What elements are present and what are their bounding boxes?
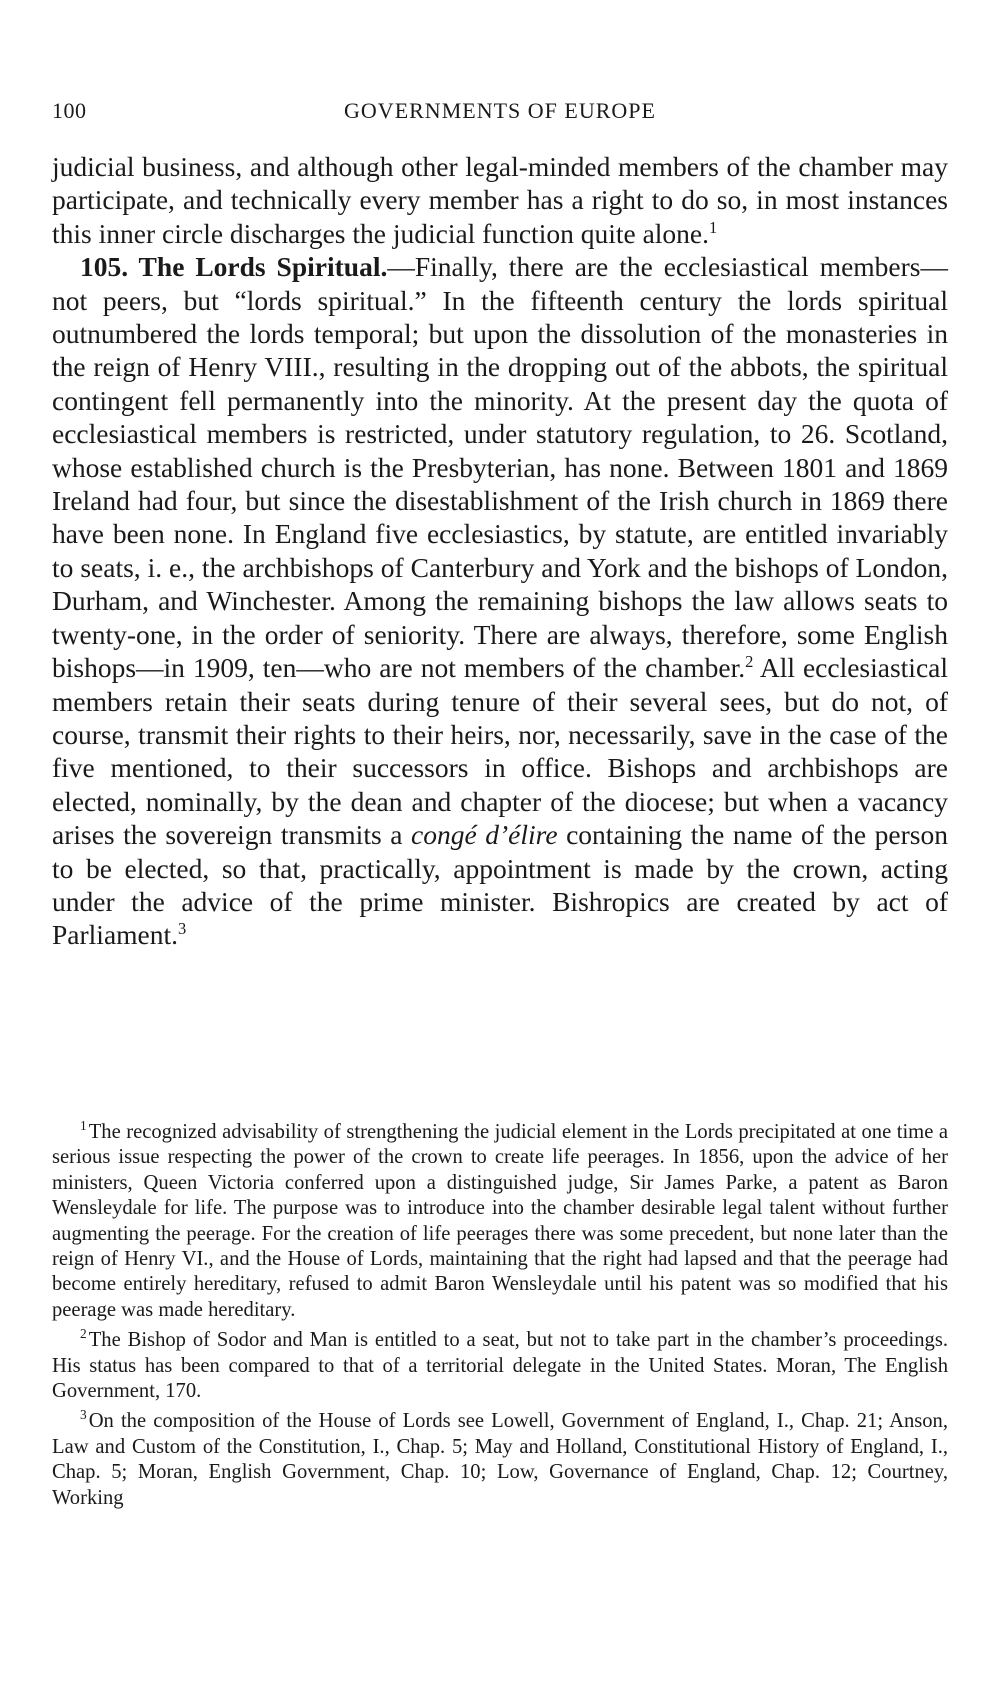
paragraph-text: judicial business, and although other legal-minded members of the chamber may participate, and technically every member has a right to do so, in most instances this inner circle discharges the judicial function quite alone. [52, 151, 948, 249]
footnotes [52, 1117, 948, 1516]
footnote-mark: 3 [80, 1407, 87, 1423]
footnote-2 [52, 1328, 948, 1404]
running-title: GOVERNMENTS OF EUROPE [344, 98, 656, 123]
paragraph-text: containing the name of the person to be elected, so that, practically, appointment is made by the crown, acting under the advice of the prime minister. Bishropics are created by act of Parliament. [52, 819, 948, 951]
footnote-3 [52, 1409, 948, 1511]
section-heading: 105. The Lords Spiritual. [80, 251, 388, 283]
footnote-mark: 1 [80, 1117, 87, 1133]
page-number: 100 [52, 98, 87, 123]
main-text [52, 150, 948, 952]
footnote-text: The recognized advisability of strengthening the judicial element in the Lords precipitated at one time a serious issue respecting the power of the crown to create life peerages. In 1856, upon the advice of her ministers, Queen Victoria conferred upon a distinguished judge, Sir James Parke, a patent as Baron Wensleydale for life. The purpose was to introduce into the chamber desirable legal talent without further augmenting the peerage. For the creation of life peerages there was some precedent, but none later than the reign of Henry VI., and the House of Lords, maintaining that the right had lapsed and that the peerage had become entirely hereditary, refused to admit Baron Wensleydale until his patent was so modified that his peerage was made hereditary. [52, 1121, 948, 1321]
footnote-text: On the composition of the House of Lords see Lowell, Government of England, I., Chap. 21; Anson, Law and Custom of the Constitution, I., Chap. 5; May and Holland, Constitutional History of England, I., Chap. 5; Moran, English Government, Chap. 10; Low, Governance of England, Chap. 12; Courtney, Working [52, 1410, 948, 1509]
footnote-reference: 1 [709, 217, 718, 237]
footnote-1 [52, 1117, 948, 1323]
footnote-text: The Bishop of Sodor and Man is entitled to a seat, but not to take part in the chamber’s proceedings. His status has been compared to that of a territorial delegate in the United States. Moran, The English Government, 170. [52, 1329, 948, 1403]
footnote-mark: 2 [80, 1326, 87, 1342]
paragraph-continued [52, 150, 948, 250]
running-head [52, 98, 948, 130]
foreign-term: congé d’élire [411, 819, 558, 851]
paragraph-lords-spiritual [52, 250, 948, 952]
footnote-reference: 2 [745, 652, 754, 672]
paragraph-text: All ecclesiastical members retain their seats during tenure of their several sees, but do not, of course, transmit their rights to their heirs, nor, necessarily, save in the case of the five mentioned, to their successors in office. Bishops and archbishops are elected, nominally, by the dean and chapter of the diocese; but when a vacancy arises the sovereign transmits a [52, 652, 948, 851]
paragraph-text: —Finally, there are the ecclesiastical members—not peers, but “lords spiritual.” In the fifteenth century the lords spiritual outnumbered the lords temporal; but upon the dissolution of the monasteries in the reign of Henry VIII., resulting in the dropping out of the abbots, the spiritual contingent fell permanently into the minority. At the present day the quota of ecclesiastical members is restricted, under statutory regulation, to 26. Scotland, whose established church is the Presbyterian, has none. Between 1801 and 1869 Ireland had four, but since the disestablishment of the Irish church in 1869 there have been none. In England five ecclesiastics, by statute, are entitled invariably to seats, i. e., the archbishops of Canterbury and York and the bishops of London, Durham, and Winchester. Among the remaining bishops the law allows seats to twenty-one, in the order of seniority. There are always, therefore, some English bishops—in 1909, ten—who are not members of the chamber. [52, 251, 949, 684]
footnote-reference: 3 [178, 919, 187, 939]
